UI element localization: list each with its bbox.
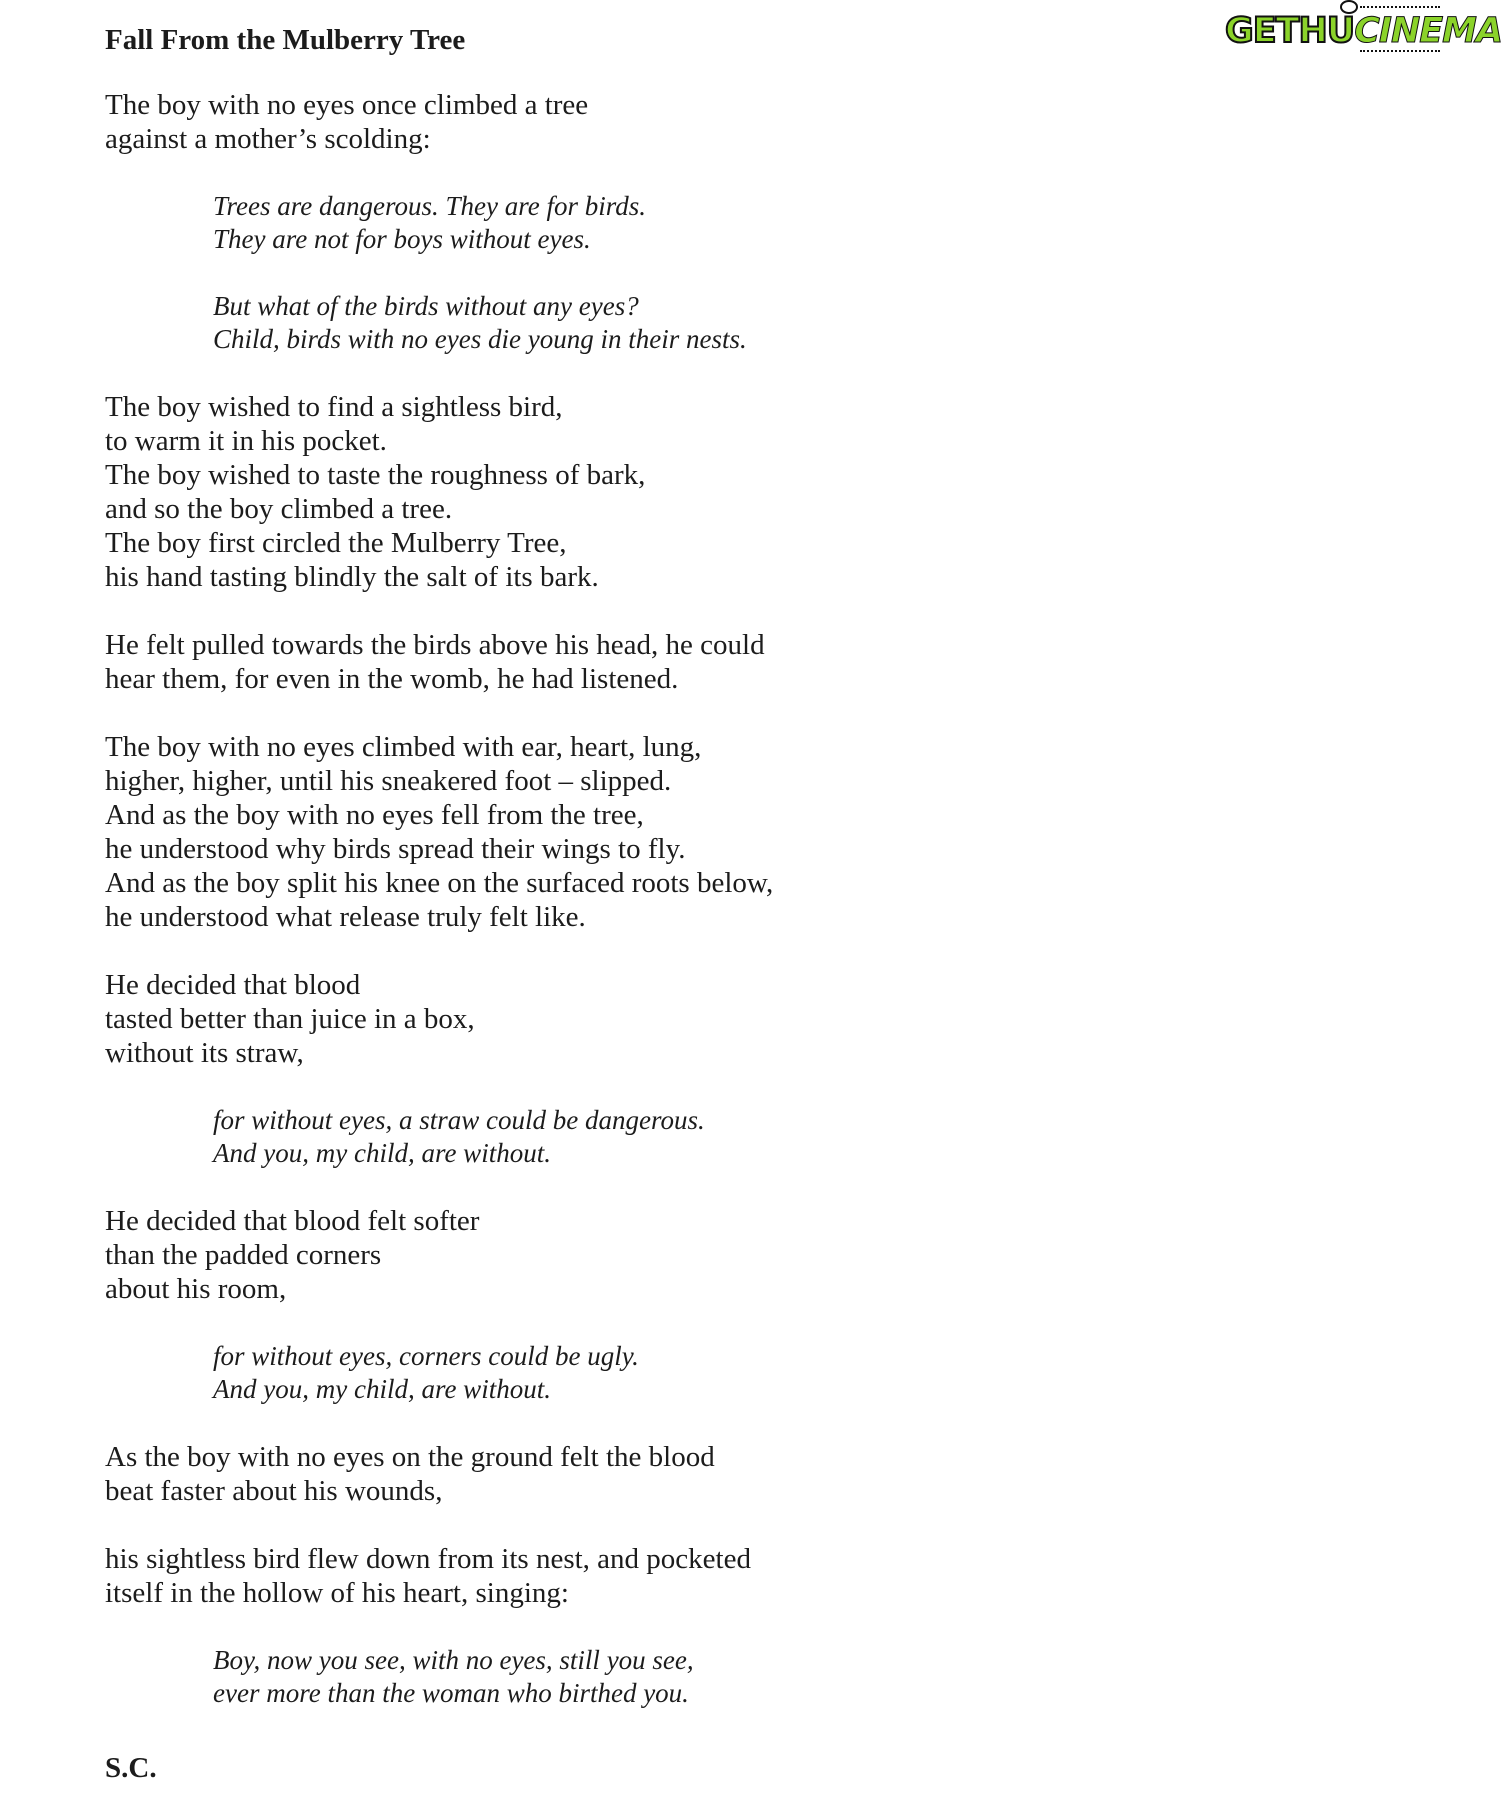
italic-stanza [213,290,1005,356]
italic-stanza [213,190,1005,256]
poem-line: ever more than the woman who birthed you. [213,1678,689,1708]
stanza [105,390,1005,594]
logo-text-cinema: CINEMA [1354,11,1502,51]
poem-line: Child, birds with no eyes die young in their nests. [213,324,747,354]
stanza [105,1440,1005,1508]
stanza [105,628,1005,696]
poem-line: tasted better than juice in a box, [105,1003,475,1035]
poem-line: against a mother’s scolding: [105,123,431,155]
poem-line: They are not for boys without eyes. [213,224,591,254]
poem-line: for without eyes, a straw could be dangerous. [213,1105,705,1135]
poem-line: hear them, for even in the womb, he had listened. [105,663,679,695]
poem-line: he understood what release truly felt like. [105,901,586,933]
poem-line: And you, my child, are without. [213,1374,551,1404]
poem-line: about his room, [105,1273,287,1305]
poem-line: The boy first circled the Mulberry Tree, [105,527,567,559]
poem-line: He felt pulled towards the birds above his head, he could [105,629,765,661]
poem-line: He decided that blood felt softer [105,1205,480,1237]
poem-line: his hand tasting blindly the salt of its bark. [105,561,599,593]
poem-line: for without eyes, corners could be ugly. [213,1341,639,1371]
poem-line: The boy wished to taste the roughness of bark, [105,459,646,491]
poem-line: his sightless bird flew down from its nest, and pocketed [105,1543,751,1575]
filmstrip-icon [1360,6,1440,14]
poem-body [105,88,1005,1710]
poem-line: to warm it in his pocket. [105,425,387,457]
poem-line: itself in the hollow of his heart, singing: [105,1577,569,1609]
logo-text-gethu: GETHU [1225,11,1355,51]
italic-stanza [213,1340,1005,1406]
poem-line: But what of the birds without any eyes? [213,291,639,321]
poem-line: And as the boy with no eyes fell from the tree, [105,799,644,831]
poem-line: he understood why birds spread their wings to fly. [105,833,686,865]
poem-line: beat faster about his wounds, [105,1475,443,1507]
filmstrip-bottom-icon [1360,50,1440,58]
poem-line: Trees are dangerous. They are for birds. [213,191,646,221]
poem-line: He decided that blood [105,969,361,1001]
italic-stanza [213,1644,1005,1710]
poem-line: And you, my child, are without. [213,1138,551,1168]
stanza [105,1204,1005,1306]
poem-document [105,22,1005,1786]
author-signature: S.C. [105,1752,157,1784]
poem-line: Boy, now you see, with no eyes, still you see, [213,1645,694,1675]
poem-line: The boy with no eyes once climbed a tree [105,89,589,121]
stanza [105,968,1005,1070]
stanza [105,88,1005,156]
gethu-cinema-logo [1225,6,1502,56]
camera-icon [1340,0,1358,14]
poem-line: And as the boy split his knee on the surfaced roots below, [105,867,774,899]
poem-title: Fall From the Mulberry Tree [105,24,466,56]
poem-line: The boy wished to find a sightless bird, [105,391,563,423]
poem-line: than the padded corners [105,1239,382,1271]
italic-stanza [213,1104,1005,1170]
poem-line: and so the boy climbed a tree. [105,493,453,525]
poem-line: higher, higher, until his sneakered foot – slipped. [105,765,672,797]
poem-line: As the boy with no eyes on the ground felt the blood [105,1441,715,1473]
poem-line: without its straw, [105,1037,304,1069]
stanza [105,730,1005,934]
poem-line: The boy with no eyes climbed with ear, heart, lung, [105,731,702,763]
stanza [105,1542,1005,1610]
